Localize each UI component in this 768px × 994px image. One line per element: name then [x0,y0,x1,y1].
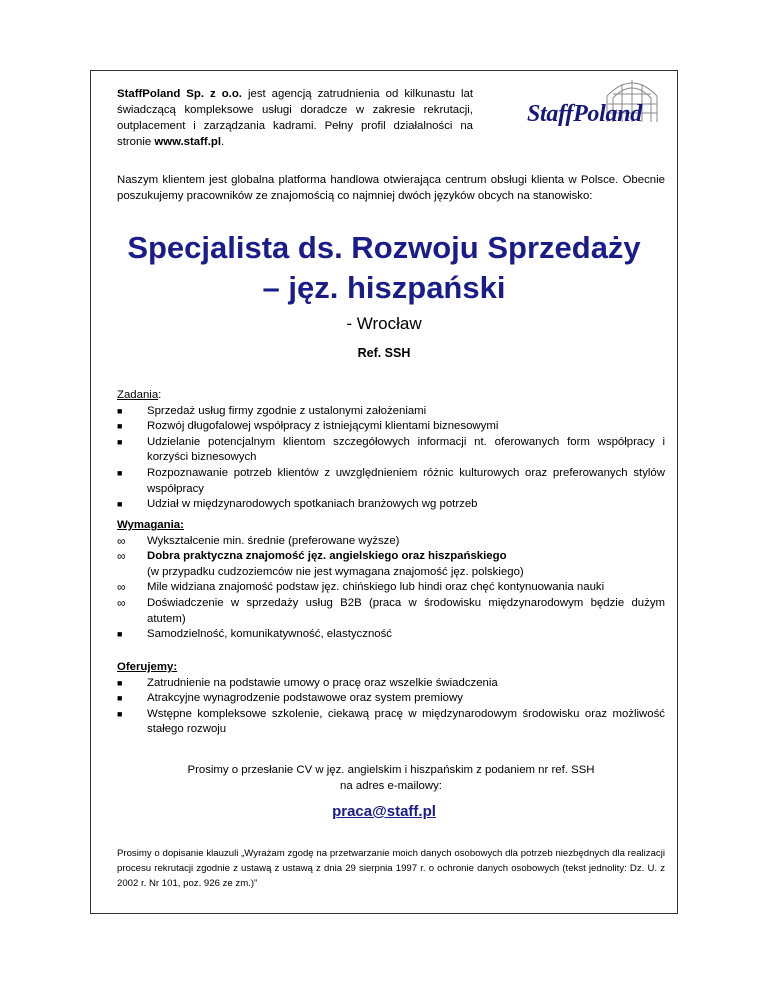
data-processing-clause: Prosimy o dopisanie klauzuli „Wyrażam zgodę na przetwarzanie moich danych osobowych dla potrzeb niezbędnych dla realizacji procesu rekrutacji zgodnie z ustawą z ustawą z dnia 29 sierpnia 1997 r. o ochronie danych osobowych (tekst jednolity: Dz. U. z 2002 r. Nr 101, poz. 926 ze zm.)” [117,848,665,889]
offer-section [117,660,665,738]
job-location: - Wrocław [346,314,422,333]
job-title-line2: – jęz. hiszpański [262,270,506,305]
job-reference: Ref. SSH [357,346,411,360]
list-item [117,404,665,420]
job-title [100,228,668,308]
bullet-icon: ■ [117,405,123,416]
list-item [117,691,665,707]
list-item-text: Wstępne kompleksowe szkolenie, ciekawą pracę w międzynarodowym środowisku oraz możliwość stałego rozwoju [147,707,665,736]
bullet-icon: ■ [117,677,123,688]
list-item-text: Udział w międzynarodowych spotkaniach branżowych wg potrzeb [147,498,478,511]
intro-text: jest agencją zatrudnienia od kilkunastu lat świadczącą kompleksowe usługi doradcze w zakresie rekrutacji, outplacement i zarządzania kadrami. Pełny profil działalności na stronie [117,88,473,148]
list-item-text: Samodzielność, komunikatywność, elastyczność [147,628,393,641]
application-request [117,763,665,794]
logo-text: StaffPoland [527,101,642,127]
bullet-icon: ■ [117,436,123,447]
bullet-icon: ■ [117,708,123,719]
bullet-icon: ■ [117,693,123,704]
list-item-text: Rozpoznawanie potrzeb klientów z uwzględnieniem różnic kulturowych oraz preferowanych stylów współpracy [147,466,665,495]
list-item-text: Sprzedaż usług firmy zgodnie z ustalonymi założeniami [147,404,427,417]
infinity-bullet-icon: ∞ [117,549,126,564]
requirements-list [117,534,665,643]
bullet-icon: ■ [117,467,123,478]
infinity-bullet-icon: ∞ [117,580,126,595]
list-item-note: (w przypadku cudzoziemców nie jest wymagana znajomość jęz. polskiego) [147,565,524,578]
company-name: StaffPoland Sp. z o.o. [117,88,242,100]
staffpoland-logo [525,74,665,132]
list-item-text: Wykształcenie min. średnie (preferowane wyższe) [147,534,400,547]
list-item-text: Zatrudnienie na podstawie umowy o pracę oraz wszelkie świadczenia [147,676,498,689]
list-item [117,707,665,738]
client-description: Naszym klientem jest globalna platforma handlowa otwierająca centrum obsługi klienta w Polsce. Obecnie poszukujemy pracowników ze znajomością co najmniej dwóch języków obcych na stanowisko: [117,174,665,202]
company-intro [117,86,473,150]
list-item-text: Udzielanie potencjalnym klientom szczegółowych informacji nt. oferowanych form współpracy i korzyści biznesowych [147,435,665,464]
list-item [117,549,665,580]
email-link[interactable]: praca@staff.pl [332,803,436,820]
request-line-1: Prosimy o przesłanie CV w jęz. angielskim i hiszpańskim z podaniem nr ref. SSH [187,764,595,776]
list-item-text: Mile widziana znajomość podstaw jęz. chińskiego lub hindi oraz chęć kontynuowania nauki [147,581,605,594]
list-item-text: Dobra praktyczna znajomość jęz. angielskiego oraz hiszpańskiego [147,550,507,563]
tasks-heading: Zadania [117,389,159,401]
tasks-section [117,388,665,513]
list-item [117,596,665,627]
intro-text-end: . [221,136,225,148]
list-item [117,534,665,550]
list-item [117,419,665,435]
requirements-section [117,518,665,643]
offer-list [117,676,665,738]
request-line-2: na adres e-mailowy: [340,779,442,792]
bullet-icon: ■ [117,421,123,432]
list-item [117,466,665,497]
list-item-text: Doświadczenie w sprzedaży usług B2B (praca w środowisku międzynarodowym będzie dużym atutem) [147,596,665,625]
list-item [117,676,665,692]
list-item-text: Rozwój długofalowej współpracy z istniejącymi klientami biznesowymi [147,420,499,433]
list-item [117,627,665,643]
tasks-list [117,404,665,513]
tasks-heading-colon: : [158,389,162,401]
job-title-line1: Specjalista ds. Rozwoju Sprzedaży [127,230,641,265]
list-item [117,497,665,513]
bullet-icon: ■ [117,499,123,510]
infinity-bullet-icon: ∞ [117,595,126,610]
list-item [117,435,665,466]
bullet-icon: ■ [117,629,123,640]
requirements-heading: Wymagania: [117,519,184,531]
offer-heading: Oferujemy: [117,661,178,673]
infinity-bullet-icon: ∞ [117,533,126,548]
list-item [117,580,665,596]
list-item-text: Atrakcyjne wynagrodzenie podstawowe oraz system premiowy [147,692,463,705]
website-link[interactable]: www.staff.pl [154,136,222,148]
